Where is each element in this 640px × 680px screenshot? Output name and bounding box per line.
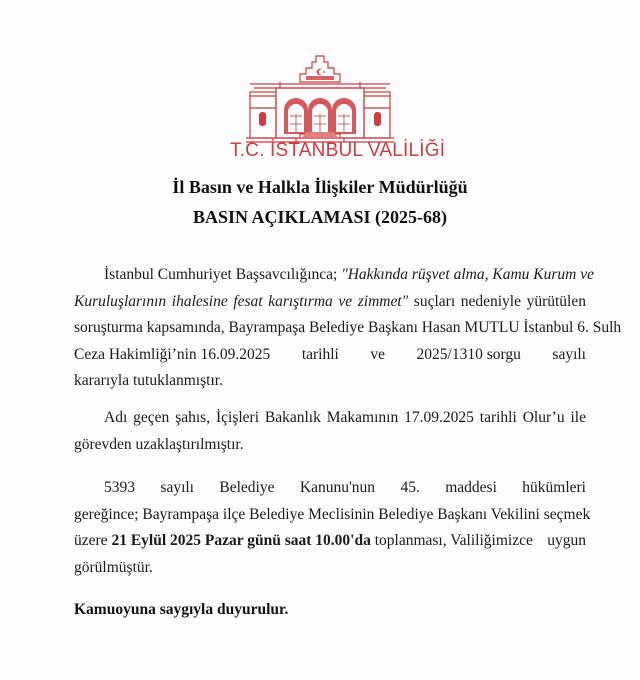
paragraph-arrest: [74, 262, 622, 395]
closing-statement: Kamuoyuna saygıyla duyurulur.: [74, 601, 289, 618]
text: gereğince; Bayrampaşa ilçe Belediye Meclisinin Belediye Başkanı Vekilini seçmek: [74, 505, 591, 523]
paragraph-council-meeting: [74, 475, 591, 581]
text: maddesi: [445, 479, 497, 496]
text-line: [74, 475, 586, 502]
text: üzere: [74, 532, 112, 549]
text: uygun: [547, 532, 586, 549]
text: soruşturma kapsamında, Bayrampaşa Belediye Başkanı Hasan MUTLU İstanbul 6. Sulh: [74, 319, 622, 336]
text: tarihli: [301, 345, 339, 363]
text: suçları nedeniyle yürütülen: [408, 292, 586, 310]
text: toplanması, Valiliğimizce: [370, 532, 533, 549]
quoted-charges: "Hakkında rüşvet alma, Kamu Kurum ve: [341, 266, 594, 283]
press-release-title: BASIN AÇIKLAMASI (2025-68): [192, 207, 448, 227]
text-line: [74, 528, 586, 555]
text: kararıyla tutuklanmıştır.: [74, 372, 223, 389]
text: İstanbul Cumhuriyet Başsavcılığınca;: [104, 266, 342, 283]
text: hükümleri: [522, 479, 586, 496]
meeting-date: 21 Eylül 2025 Pazar günü saat 10.00'da: [111, 532, 371, 549]
text: Ceza Hakimliği’nin 16.09.2025: [74, 345, 271, 363]
department-heading: İl Basın ve Halkla İlişkiler Müdürlüğü: [172, 177, 468, 197]
text: görevden uzaklaştırılmıştır.: [74, 435, 244, 453]
logo-wordmark: T.C. İSTANBUL VALİLİĞİ: [230, 140, 446, 161]
paragraph-suspension: [74, 405, 586, 458]
text: 5393: [104, 479, 135, 496]
text: sayılı: [552, 345, 586, 363]
text: 2025/1310 sorgu: [416, 345, 521, 363]
text: sayılı: [160, 479, 194, 496]
text: ve: [370, 345, 386, 363]
text: Adı geçen şahıs, İçişleri Bakanlık Makamının 17.09.2025 tarihli Olur’u ile: [104, 409, 586, 426]
quoted-charges: Kuruluşlarının ihalesine fesat karıştırma ve zimmet": [74, 292, 409, 310]
text-line: [74, 342, 586, 369]
text: 45.: [400, 479, 420, 496]
text: Kanunu'nun: [299, 479, 376, 496]
text: görülmüştür.: [74, 558, 153, 576]
text: Belediye: [219, 479, 275, 496]
